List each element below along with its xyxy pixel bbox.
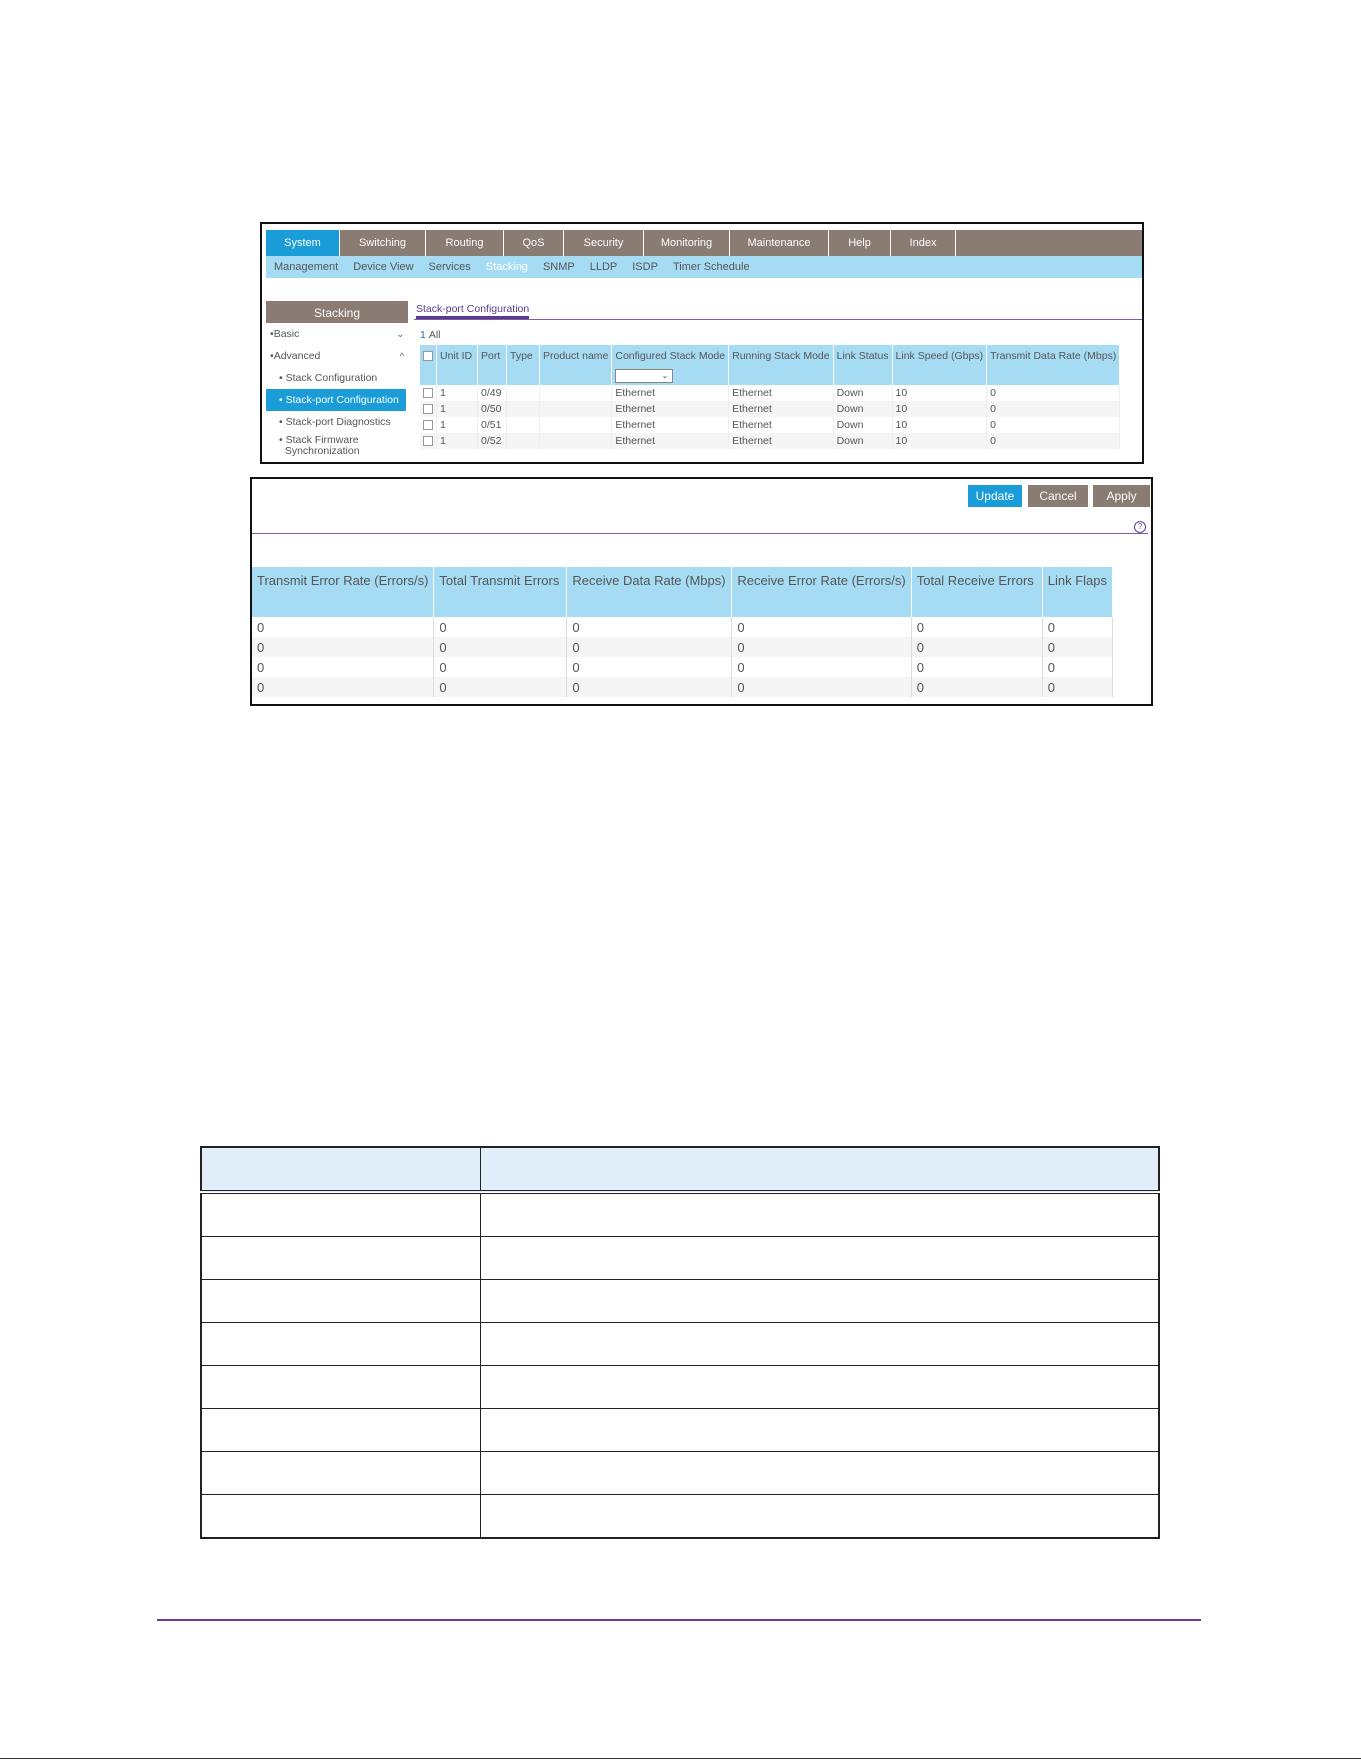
configured-stack-mode-select[interactable]	[615, 369, 673, 383]
row-select	[420, 401, 437, 417]
help-icon[interactable]: ?	[1134, 521, 1146, 533]
nav-tab-security[interactable]: Security	[564, 230, 644, 256]
select-all-header	[420, 345, 437, 367]
sidebar-item-label: Synchronization	[284, 445, 360, 457]
cell-link-speed: 10	[892, 433, 987, 449]
col-header-link-status: Link Status	[833, 345, 892, 367]
table-row[interactable]	[420, 433, 1120, 449]
sidebar-item-stack-port-diagnostics[interactable]	[266, 411, 408, 433]
row-select	[420, 433, 437, 449]
col-header-link-flaps: Link Flaps	[1042, 567, 1112, 593]
cell-product-name	[540, 433, 612, 449]
doc-cell	[201, 1452, 480, 1495]
doc-table-row	[201, 1280, 1159, 1323]
subnav-device-view[interactable]: Device View	[353, 261, 414, 273]
bullet-icon: •	[270, 328, 274, 340]
filter-cell	[507, 367, 540, 385]
col-header-rx-data-rate: Receive Data Rate (Mbps)	[567, 567, 732, 593]
doc-cell	[480, 1192, 1159, 1237]
cell-type	[507, 401, 540, 417]
row-checkbox[interactable]	[423, 436, 433, 446]
filter-cell	[567, 593, 732, 617]
cell-unit-id: 1	[437, 433, 478, 449]
cell-total-tx-errors: 0	[434, 677, 567, 697]
cell-rx-data-rate: 0	[567, 637, 732, 657]
select-all-checkbox[interactable]	[423, 351, 433, 361]
subnav-snmp[interactable]: SNMP	[542, 261, 575, 273]
cell-link-status: Down	[833, 385, 892, 401]
sidebar-item-label: Stack-port Configuration	[285, 394, 399, 406]
doc-cell	[480, 1409, 1159, 1452]
cell-total-tx-errors: 0	[434, 657, 567, 677]
col-header-type: Type	[507, 345, 540, 367]
col-header-running-stack-mode: Running Stack Mode	[729, 345, 833, 367]
filter-row	[252, 593, 1112, 617]
filter-cell	[252, 593, 434, 617]
cell-total-rx-errors: 0	[911, 617, 1042, 637]
filter-cell	[540, 367, 612, 385]
cell-link-flaps: 0	[1042, 637, 1112, 657]
nav-tab-index[interactable]: Index	[891, 230, 956, 256]
apply-button[interactable]: Apply	[1093, 485, 1150, 507]
doc-cell	[201, 1366, 480, 1409]
cell-running-mode: Ethernet	[729, 385, 833, 401]
doc-cell	[201, 1192, 480, 1237]
cell-tx-data-rate: 0	[987, 401, 1120, 417]
col-header-product-name: Product name	[540, 345, 612, 367]
cell-link-flaps: 0	[1042, 677, 1112, 697]
pager-number[interactable]: 1	[420, 329, 426, 341]
cell-total-tx-errors: 0	[434, 637, 567, 657]
sidebar-item-stack-firmware-sync[interactable]	[266, 433, 408, 461]
cell-port: 0/49	[478, 385, 507, 401]
doc-table-row	[201, 1323, 1159, 1366]
nav-tab-monitoring[interactable]: Monitoring	[644, 230, 730, 256]
cell-tx-error-rate: 0	[252, 617, 434, 637]
cell-tx-error-rate: 0	[252, 637, 434, 657]
doc-cell	[480, 1452, 1159, 1495]
cell-port: 0/51	[478, 417, 507, 433]
col-header-total-rx-errors: Total Receive Errors	[911, 567, 1042, 593]
cell-link-status: Down	[833, 417, 892, 433]
subnav-lldp[interactable]: LLDP	[589, 261, 618, 273]
cell-link-status: Down	[833, 433, 892, 449]
filter-cell	[478, 367, 507, 385]
main-nav	[266, 230, 1142, 256]
sidebar-item-label: Basic	[273, 328, 300, 340]
cell-port: 0/50	[478, 401, 507, 417]
sidebar-title: Stacking	[266, 301, 408, 323]
cell-rx-data-rate: 0	[567, 617, 732, 637]
sidebar-item-stack-configuration[interactable]	[266, 367, 408, 389]
cell-rx-error-rate: 0	[732, 637, 911, 657]
cell-link-flaps: 0	[1042, 657, 1112, 677]
table-row[interactable]	[252, 617, 1112, 637]
cell-link-speed: 10	[892, 401, 987, 417]
col-header-rx-error-rate: Receive Error Rate (Errors/s)	[732, 567, 911, 593]
cell-rx-error-rate: 0	[732, 657, 911, 677]
cancel-button[interactable]: Cancel	[1028, 485, 1088, 507]
filter-cell	[1042, 593, 1112, 617]
cell-configured-mode: Ethernet	[612, 401, 729, 417]
subnav-isdp[interactable]: ISDP	[632, 261, 658, 273]
cell-running-mode: Ethernet	[729, 401, 833, 417]
cell-configured-mode: Ethernet	[612, 433, 729, 449]
doc-table-row	[201, 1452, 1159, 1495]
table-row[interactable]	[252, 677, 1112, 697]
cell-tx-error-rate: 0	[252, 657, 434, 677]
cell-total-rx-errors: 0	[911, 677, 1042, 697]
cell-link-flaps: 0	[1042, 617, 1112, 637]
cell-tx-data-rate: 0	[987, 433, 1120, 449]
nav-tab-routing[interactable]: Routing	[426, 230, 504, 256]
footer-divider	[157, 1619, 1201, 1621]
table-row[interactable]	[420, 401, 1120, 417]
filter-cell	[892, 367, 987, 385]
col-header-tx-error-rate: Transmit Error Rate (Errors/s)	[252, 567, 434, 593]
doc-table-header-field	[201, 1147, 480, 1192]
row-checkbox[interactable]	[423, 404, 433, 414]
doc-cell	[480, 1323, 1159, 1366]
col-header-total-tx-errors: Total Transmit Errors	[434, 567, 567, 593]
cell-total-rx-errors: 0	[911, 637, 1042, 657]
sidebar-item-basic[interactable]	[266, 323, 408, 345]
cell-link-status: Down	[833, 401, 892, 417]
doc-cell	[201, 1280, 480, 1323]
cell-port: 0/52	[478, 433, 507, 449]
nav-tab-help[interactable]: Help	[829, 230, 891, 256]
table-row[interactable]	[420, 417, 1120, 433]
cell-configured-mode: Ethernet	[612, 417, 729, 433]
doc-table-row	[201, 1409, 1159, 1452]
bullet-icon: •	[279, 416, 283, 428]
sidebar-item-label: Stack Firmware	[285, 434, 359, 446]
tab-divider	[414, 319, 1142, 320]
cell-tx-data-rate: 0	[987, 417, 1120, 433]
table-row[interactable]	[252, 657, 1112, 677]
row-select	[420, 385, 437, 401]
cell-running-mode: Ethernet	[729, 417, 833, 433]
col-header-unit-id: Unit ID	[437, 345, 478, 367]
doc-table-row	[201, 1366, 1159, 1409]
chevron-up-icon: ^	[399, 351, 404, 361]
nav-tab-maintenance[interactable]: Maintenance	[730, 230, 829, 256]
nav-tab-switching[interactable]: Switching	[340, 230, 426, 256]
row-checkbox[interactable]	[423, 420, 433, 430]
bullet-icon: •	[270, 350, 274, 362]
doc-table-row	[201, 1237, 1159, 1280]
doc-cell	[480, 1495, 1159, 1539]
filter-cell	[732, 593, 911, 617]
chevron-down-icon: ⌄	[661, 371, 669, 380]
chevron-down-icon: ⌄	[396, 329, 404, 339]
sidebar-item-stack-port-configuration[interactable]	[266, 389, 406, 411]
sidebar	[266, 301, 408, 461]
col-header-configured-stack-mode: Configured Stack Mode	[612, 345, 729, 367]
table-row[interactable]	[420, 385, 1120, 401]
cell-link-speed: 10	[892, 385, 987, 401]
sub-nav	[266, 256, 1142, 278]
sidebar-item-label: Advanced	[273, 350, 321, 362]
cell-link-speed: 10	[892, 417, 987, 433]
cell-rx-error-rate: 0	[732, 677, 911, 697]
bullet-icon: •	[279, 434, 283, 446]
cell-type	[507, 385, 540, 401]
cell-product-name	[540, 401, 612, 417]
page-bottom-border	[0, 1758, 1361, 1759]
cell-unit-id: 1	[437, 385, 478, 401]
cell-type	[507, 433, 540, 449]
doc-table-row	[201, 1192, 1159, 1237]
doc-cell	[480, 1237, 1159, 1280]
row-select	[420, 417, 437, 433]
cell-type	[507, 417, 540, 433]
stack-port-config-screenshot	[260, 222, 1144, 464]
cell-tx-error-rate: 0	[252, 677, 434, 697]
cell-unit-id: 1	[437, 417, 478, 433]
nav-tab-qos[interactable]: QoS	[504, 230, 564, 256]
doc-table-header-description	[480, 1147, 1159, 1192]
subnav-management[interactable]: Management	[274, 261, 339, 273]
doc-cell	[480, 1280, 1159, 1323]
stack-port-table	[420, 345, 1120, 449]
filter-row	[420, 367, 1120, 385]
col-header-port: Port	[478, 345, 507, 367]
section-divider	[252, 533, 1148, 534]
filter-cell	[437, 367, 478, 385]
doc-cell	[201, 1237, 480, 1280]
subnav-stacking[interactable]: Stacking	[485, 261, 528, 273]
filter-cell	[612, 367, 729, 385]
row-checkbox[interactable]	[423, 388, 433, 398]
subnav-services[interactable]: Services	[428, 261, 471, 273]
filter-cell	[833, 367, 892, 385]
pager-all[interactable]: All	[428, 329, 441, 341]
filter-cell	[987, 367, 1120, 385]
stack-port-stats-table	[252, 567, 1113, 697]
col-header-link-speed: Link Speed (Gbps)	[892, 345, 987, 367]
col-header-transmit-data-rate: Transmit Data Rate (Mbps)	[987, 345, 1120, 367]
sidebar-item-label: Stack Configuration	[285, 372, 378, 384]
cell-rx-data-rate: 0	[567, 677, 732, 697]
cell-total-rx-errors: 0	[911, 657, 1042, 677]
tab-stack-port-configuration[interactable]: Stack-port Configuration	[416, 303, 529, 319]
pager	[420, 329, 441, 341]
nav-tab-system[interactable]: System	[266, 230, 340, 256]
update-button[interactable]: Update	[968, 485, 1022, 507]
filter-cell	[911, 593, 1042, 617]
cell-unit-id: 1	[437, 401, 478, 417]
sidebar-item-label: Stack-port Diagnostics	[285, 416, 391, 428]
field-description-table	[200, 1146, 1160, 1539]
cell-tx-data-rate: 0	[987, 385, 1120, 401]
cell-product-name	[540, 417, 612, 433]
cell-running-mode: Ethernet	[729, 433, 833, 449]
bullet-icon: •	[279, 372, 283, 384]
sidebar-item-advanced[interactable]	[266, 345, 408, 367]
cell-rx-error-rate: 0	[732, 617, 911, 637]
cell-rx-data-rate: 0	[567, 657, 732, 677]
bullet-icon: •	[279, 394, 283, 406]
cell-configured-mode: Ethernet	[612, 385, 729, 401]
subnav-timer-schedule[interactable]: Timer Schedule	[672, 261, 750, 273]
doc-cell	[201, 1323, 480, 1366]
doc-cell	[201, 1409, 480, 1452]
filter-cell	[420, 367, 437, 385]
filter-cell	[729, 367, 833, 385]
doc-table-row	[201, 1495, 1159, 1539]
table-row[interactable]	[252, 637, 1112, 657]
doc-cell	[480, 1366, 1159, 1409]
cell-product-name	[540, 385, 612, 401]
doc-cell	[201, 1495, 480, 1539]
cell-total-tx-errors: 0	[434, 617, 567, 637]
stack-port-config-continued-screenshot	[250, 477, 1153, 706]
filter-cell	[434, 593, 567, 617]
